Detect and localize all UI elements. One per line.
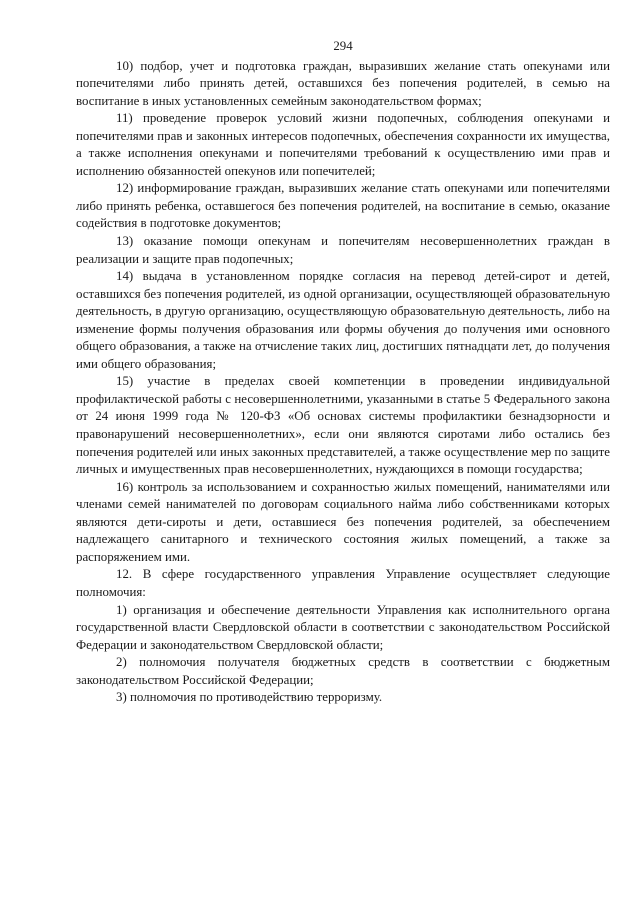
section-12-intro: 12. В сфере государственного управления Управление осуществляет следующие полномочия: — [76, 567, 610, 599]
paragraph-item-15: 15) участие в пределах своей компетенции в проведении индивидуальной профилактической работы с несовершеннолетними, указанными в статье 5 Федерального закона от 24 июня 1999 года № 120-ФЗ «Об основах системы профилактики безнадзорности и правонарушений несовершеннолетних», если они являются сиротами либо остались без попечения родителей или иных законных представителей, а также осуществление мер по защите личных и имущественных прав несовершеннолетних, нуждающихся в помощи государства; — [76, 374, 610, 477]
paragraph-item-12: 12) информирование граждан, выразивших желание стать опекунами или попечителями либо принять ребенка, оставшегося без попечения родителей, на воспитание в семью, оказание содействия в подготовке документов; — [76, 181, 610, 231]
paragraph-sub-1: 1) организация и обеспечение деятельности Управления как исполнительного органа государственной власти Свердловской области в соответствии с законодательством Российской Федерации и законодательством Свердловской области; — [76, 602, 610, 652]
paragraph-item-13: 13) оказание помощи опекунам и попечителям несовершеннолетних граждан в реализации и защите прав подопечных; — [76, 234, 610, 266]
paragraph-item-10: 10) подбор, учет и подготовка граждан, выразивших желание стать опекунами или попечителями либо принять детей, оставшихся без попечения родителей, в семью на воспитание в иных установленных семейным законодательством формах; — [76, 58, 610, 108]
paragraph-item-11: 11) проведение проверок условий жизни подопечных, соблюдения опекунами и попечителями прав и законных интересов подопечных, обеспечения сохранности их имущества, а также исполнения опекунами и попечителями требований к осуществлению ими прав и исполнению обязанностей опекунов или попечителей; — [76, 111, 610, 178]
paragraph-item-14: 14) выдача в установленном порядке согласия на перевод детей-сирот и детей, оставшихся без попечения родителей, из одной организации, осуществляющей образовательную деятельность, в другую организацию, осуществляющую образовательную деятельность, либо на изменение формы получения образования или формы обучения до получения ими основного общего образования, а также на отчисление таких лиц, достигших пятнадцати лет, до получения ими общего образования; — [76, 269, 610, 371]
paragraph-sub-3: 3) полномочия по противодействию терроризму. — [116, 690, 383, 705]
paragraph-item-16: 16) контроль за использованием и сохранностью жилых помещений, нанимателями или членами семей нанимателей по договорам социального найма либо собственниками которых являются дети-сироты и дети, оставшиеся без попечения родителей, за обеспечением надлежащего санитарного и технического состояния жилых помещений, а также за распоряжением ими. — [76, 479, 610, 564]
document-page — [76, 38, 610, 707]
paragraph-sub-2: 2) полномочия получателя бюджетных средств в соответствии с бюджетным законодательством Российской Федерации; — [76, 655, 610, 687]
page-number: 294 — [333, 39, 353, 53]
